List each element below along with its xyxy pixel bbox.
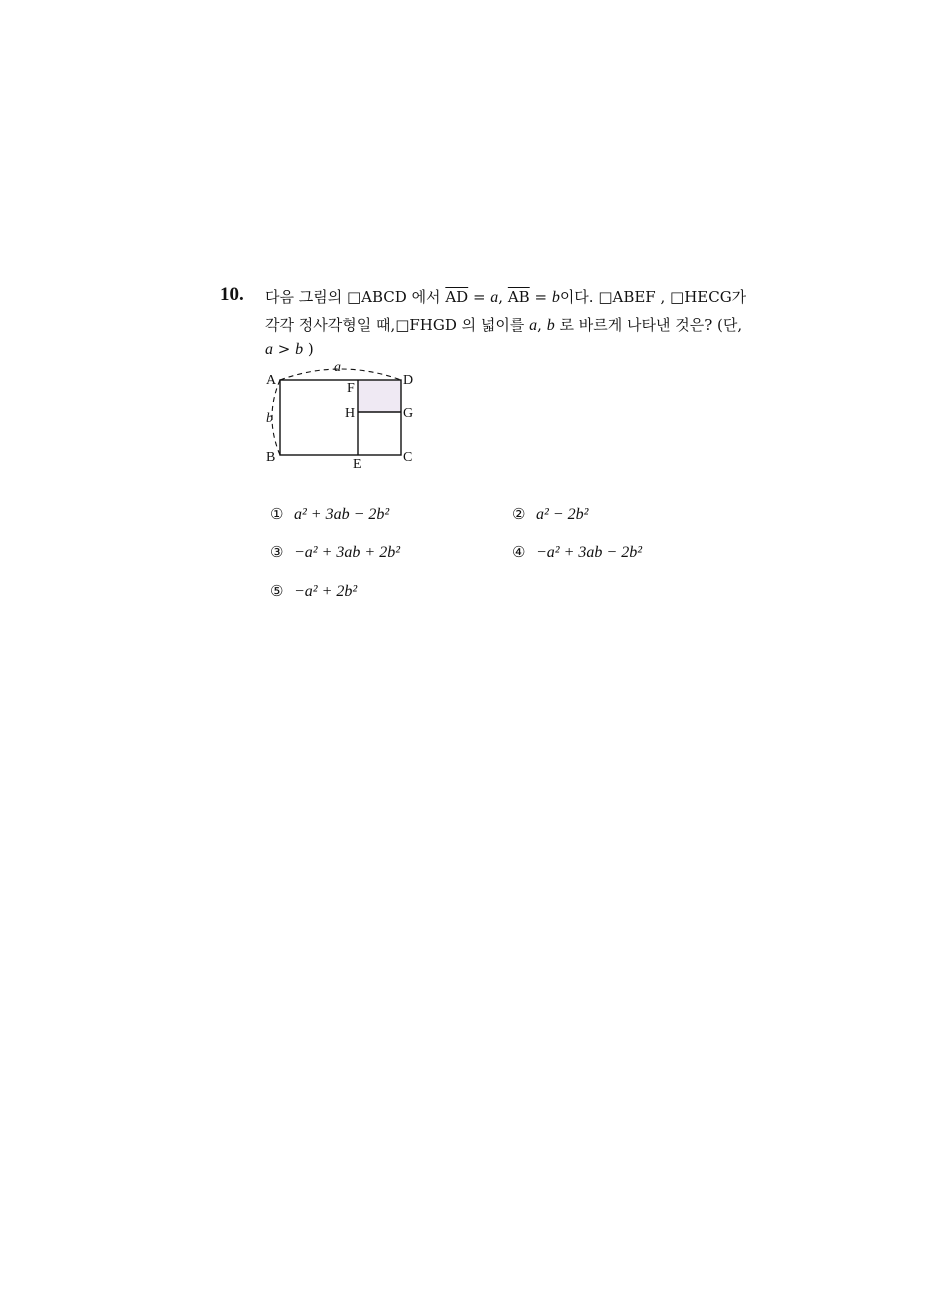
brace-left-dashed bbox=[272, 380, 280, 455]
label-f-vertex: F bbox=[347, 381, 355, 396]
choice-number: ⑤ bbox=[270, 582, 284, 600]
var-a: a bbox=[490, 289, 499, 306]
text: , bbox=[537, 316, 547, 334]
var-a: a bbox=[529, 317, 538, 334]
label-a-vertex: A bbox=[266, 373, 277, 388]
label-c-vertex: C bbox=[403, 450, 413, 465]
text: 이다. □ABEF , □HECG가 bbox=[559, 288, 747, 306]
choice-number: ① bbox=[270, 505, 284, 523]
text: 다음 그림의 □ABCD 에서 bbox=[265, 288, 446, 306]
shaded-region-fhgd bbox=[358, 380, 401, 412]
var-b: b bbox=[551, 289, 560, 306]
choice-expression: a² − 2b² bbox=[536, 506, 589, 523]
choice-expression: −a² + 3ab + 2b² bbox=[294, 544, 400, 561]
choice-5[interactable] bbox=[270, 582, 357, 601]
choice-number: ④ bbox=[512, 543, 526, 561]
label-side-a: a bbox=[334, 360, 341, 375]
var-a: a bbox=[265, 341, 273, 358]
segment-ad: $\overline{AD}$ bbox=[445, 288, 469, 306]
label-e-vertex: E bbox=[353, 457, 362, 472]
text: 로 바르게 나타낸 것은? (단, bbox=[554, 316, 743, 334]
label-side-b: b bbox=[266, 411, 273, 426]
choice-expression: −a² + 3ab − 2b² bbox=[536, 544, 642, 561]
choice-number: ② bbox=[512, 505, 526, 523]
choice-expression: a² + 3ab − 2b² bbox=[294, 506, 390, 523]
choice-3[interactable] bbox=[270, 543, 400, 562]
text: > bbox=[273, 340, 296, 358]
choice-1[interactable] bbox=[270, 505, 389, 524]
choice-number: ③ bbox=[270, 543, 284, 561]
text: = bbox=[529, 288, 552, 306]
choice-expression: −a² + 2b² bbox=[294, 583, 358, 600]
choice-2[interactable] bbox=[512, 505, 588, 524]
text: , bbox=[498, 288, 508, 306]
question-line-2 bbox=[265, 314, 742, 335]
text: = bbox=[468, 288, 491, 306]
segment-ab: $\overline{AB}$ bbox=[507, 288, 530, 306]
label-b-vertex: B bbox=[266, 450, 276, 465]
question-number: 10. bbox=[220, 284, 244, 305]
text: 각각 정사각형일 때,□FHGD 의 넓이를 bbox=[265, 316, 530, 334]
text: ) bbox=[303, 340, 314, 358]
var-b: b bbox=[546, 317, 555, 334]
rectangle-figure bbox=[258, 356, 428, 476]
choice-4[interactable] bbox=[512, 543, 642, 562]
question-line-1 bbox=[265, 286, 746, 307]
label-h-vertex: H bbox=[345, 406, 356, 421]
label-d-vertex: D bbox=[403, 373, 414, 388]
label-g-vertex: G bbox=[403, 406, 414, 421]
var-b: b bbox=[295, 341, 304, 358]
